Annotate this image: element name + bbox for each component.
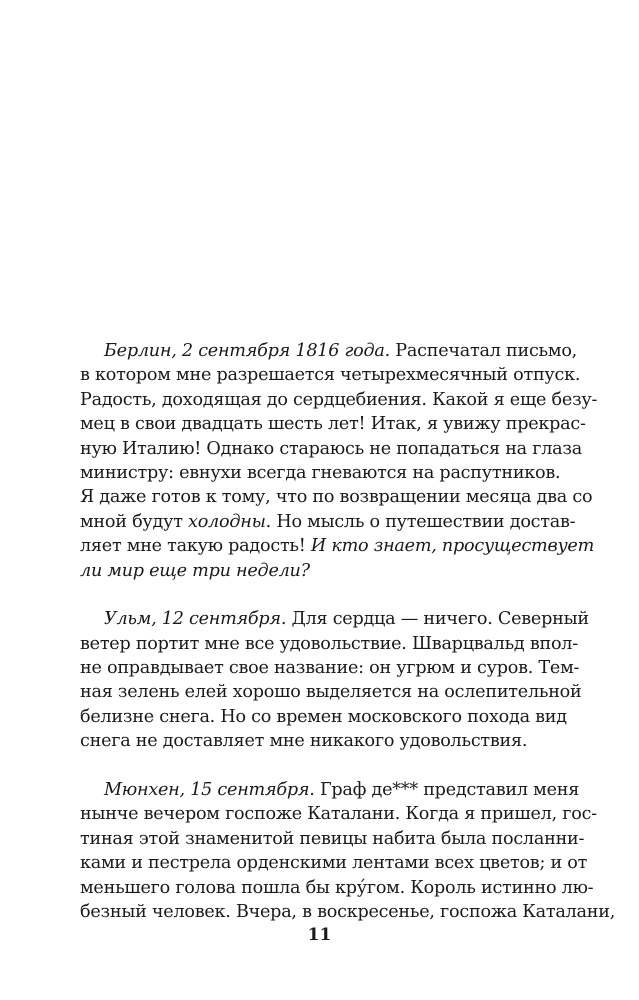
diary-entry-paragraph bbox=[80, 607, 589, 753]
text-line bbox=[80, 900, 616, 924]
diary-entry-paragraph bbox=[80, 778, 616, 924]
text-segment: Я даже готов к тому, что по возвращении месяца два со bbox=[80, 487, 593, 508]
text-segment: Радость, доходящая до сердцебиения. Какой я еще безу- bbox=[80, 389, 598, 410]
text-segment: меньшего голова пошла бы кру́гом. Король истинно лю- bbox=[80, 877, 594, 898]
italic-text: Мюнхен, 15 сентября bbox=[104, 780, 310, 801]
text-segment: не оправдывает свое название: он угрюм и суров. Тем- bbox=[80, 658, 580, 679]
text-line bbox=[80, 802, 597, 826]
text-segment: Распечатал письмо, bbox=[389, 341, 577, 361]
paragraph-spacer bbox=[80, 754, 557, 778]
italic-text: ли мир еще три недели? bbox=[80, 560, 310, 581]
text-line bbox=[80, 827, 585, 851]
text-segment: мной будут bbox=[80, 511, 189, 532]
text-line bbox=[80, 412, 586, 436]
body-text bbox=[80, 339, 616, 924]
page-number: 11 bbox=[307, 925, 332, 945]
text-line bbox=[80, 729, 557, 753]
text-segment: тиная этой знаменитой певицы набита была посланни- bbox=[80, 828, 585, 849]
text-segment: снега не доставляет мне никакого удовольствия. bbox=[80, 731, 528, 752]
text-line bbox=[80, 778, 580, 802]
text-line bbox=[80, 388, 598, 412]
italic-text: И кто знает, просуществует bbox=[310, 536, 595, 557]
italic-text: холодны bbox=[188, 511, 266, 532]
text-segment: ками и пестрела орденскими лентами всех цветов; и от bbox=[80, 853, 588, 874]
text-segment: ную Италию! Однако стараюсь не попадаться на глаза bbox=[80, 438, 582, 459]
text-line bbox=[80, 485, 593, 509]
text-segment: . Для сердца — ничего. Северный bbox=[280, 609, 589, 630]
text-line bbox=[80, 705, 567, 729]
text-line bbox=[80, 363, 581, 387]
text-segment: нынче вечером госпоже Каталани. Когда я пришел, гос- bbox=[80, 804, 597, 825]
paragraph-spacer bbox=[80, 583, 557, 607]
text-segment: . Но мысль о путешествии достав- bbox=[265, 511, 576, 532]
text-segment: ная зелень елей хорошо выделяется на ослепительной bbox=[80, 682, 582, 703]
text-line bbox=[80, 632, 578, 656]
text-segment: в котором мне разрешается четырехмесячный отпуск. bbox=[80, 365, 581, 386]
text-segment: . Граф де*** представил меня bbox=[309, 780, 580, 801]
text-segment: ляет мне такую радость! bbox=[80, 536, 311, 557]
text-line bbox=[80, 607, 589, 631]
text-line bbox=[80, 656, 580, 680]
text-line bbox=[80, 876, 594, 900]
text-line bbox=[80, 559, 557, 583]
text-line bbox=[80, 851, 588, 875]
text-line bbox=[80, 680, 582, 704]
italic-text: Ульм, 12 сентября bbox=[104, 609, 281, 630]
text-line bbox=[80, 437, 582, 461]
diary-entry-paragraph bbox=[80, 339, 598, 583]
text-line bbox=[80, 461, 561, 485]
text-line bbox=[80, 339, 577, 363]
text-line bbox=[80, 510, 576, 534]
text-line bbox=[80, 534, 595, 558]
text-segment: белизне снега. Но со времен московского похода вид bbox=[80, 706, 567, 727]
italic-text: Берлин, 2 сентября 1816 года. bbox=[104, 341, 390, 361]
text-segment: ветер портит мне все удовольствие. Шварцвальд впол- bbox=[80, 633, 578, 654]
text-segment: министру: евнухи всегда гневаются на распутников. bbox=[80, 462, 561, 483]
text-segment: мец в свои двадцать шесть лет! Итак, я увижу прекрас- bbox=[80, 414, 586, 435]
text-segment: безный человек. Вчера, в воскресенье, госпожа Каталани, bbox=[80, 901, 616, 922]
